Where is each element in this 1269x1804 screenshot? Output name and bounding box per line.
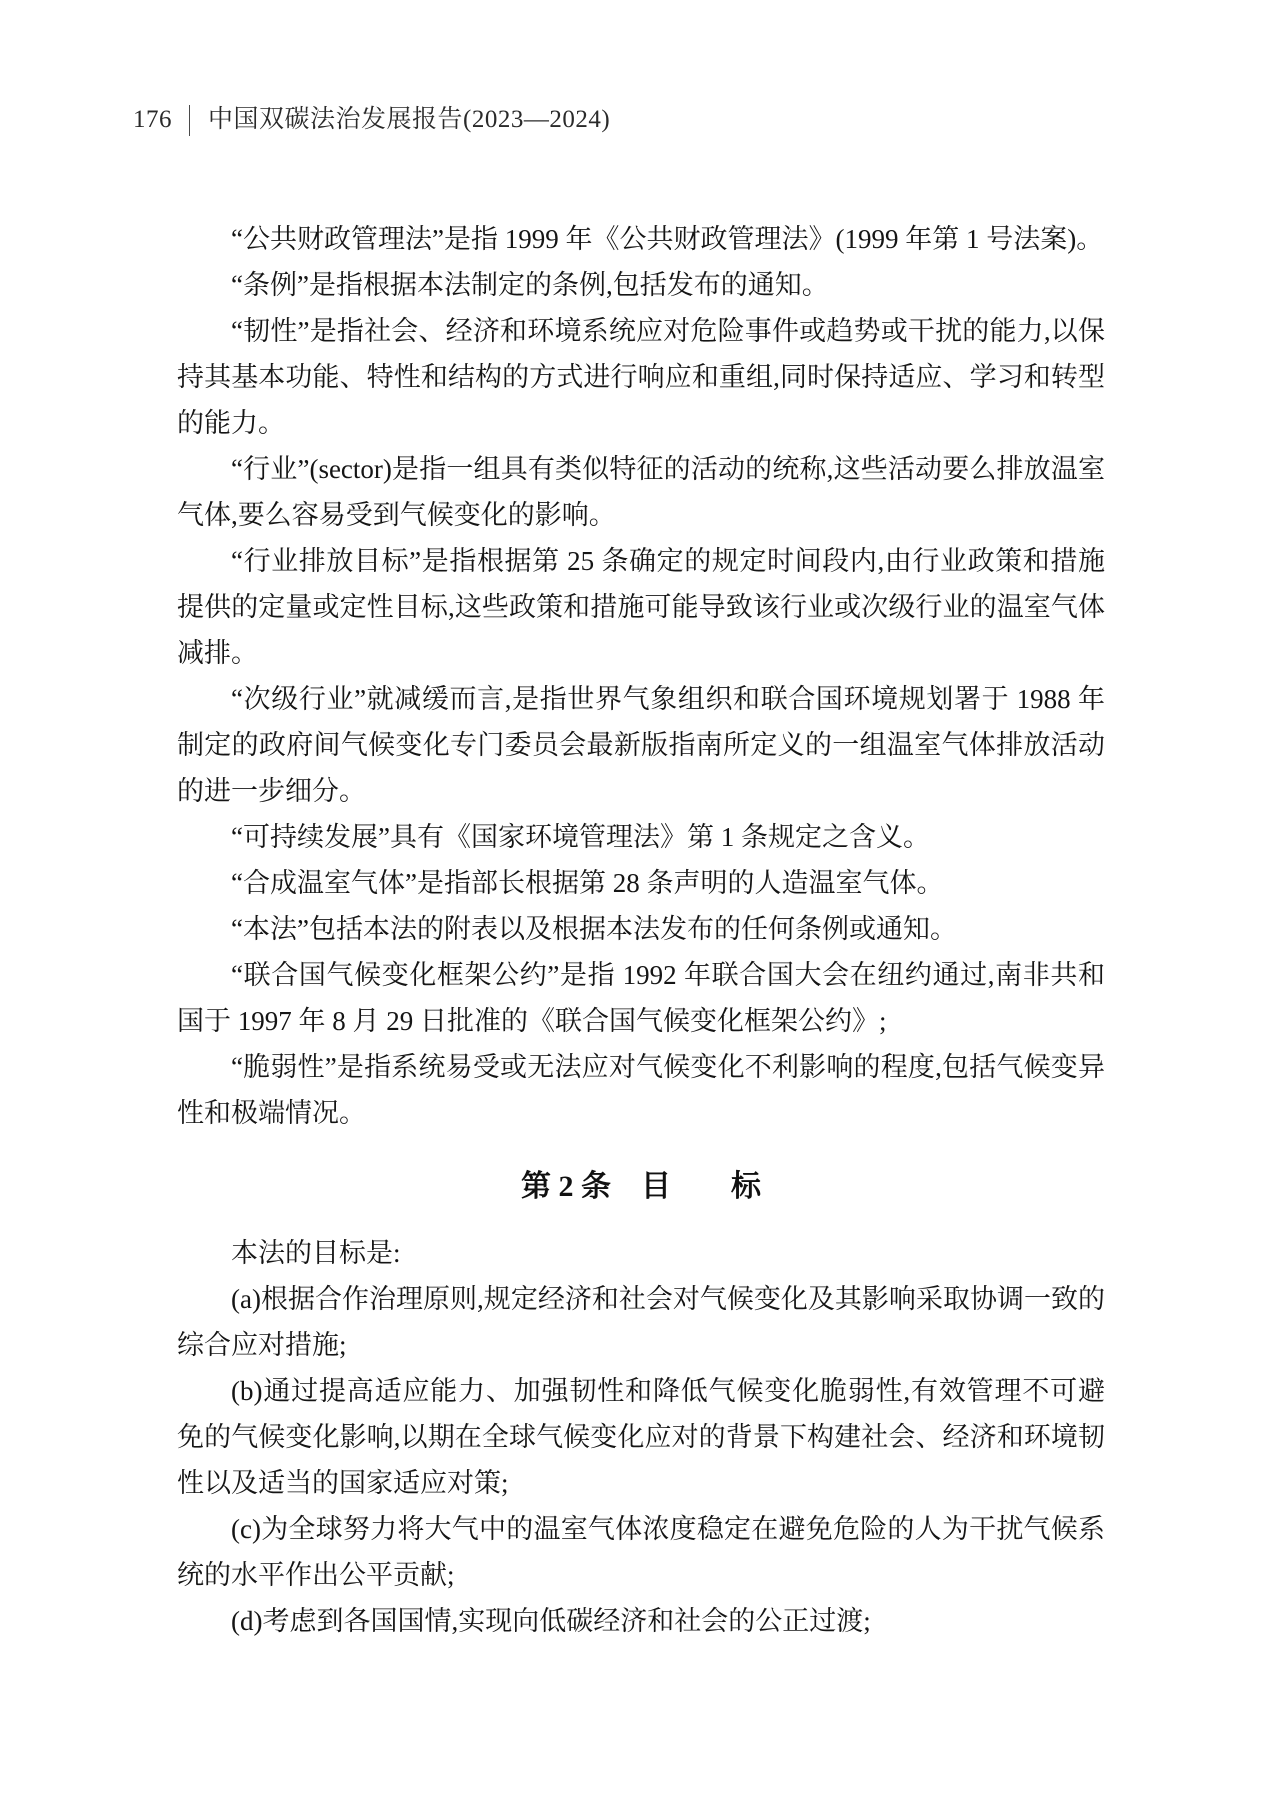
paragraph: (d)考虑到各国国情,实现向低碳经济和社会的公正过渡;: [231, 1606, 871, 1636]
paragraph: “行业”(sector)是指一组具有类似特征的活动的统称,这些活动要么排放温室气体,要么容易受到气候变化的影响。: [177, 454, 1105, 530]
page-header: [133, 104, 610, 136]
paragraph: “可持续发展”具有《国家环境管理法》第 1 条规定之含义。: [231, 822, 930, 852]
paragraph: “合成温室气体”是指部长根据第 28 条声明的人造温室气体。: [231, 868, 944, 898]
paragraph: “公共财政管理法”是指 1999 年《公共财政管理法》(1999 年第 1 号法案)。: [231, 224, 1104, 254]
header-divider: [189, 105, 190, 136]
paragraph: (c)为全球努力将大气中的温室气体浓度稳定在避免危险的人为干扰气候系统的水平作出公平贡献;: [177, 1514, 1105, 1590]
paragraph: 本法的目标是:: [231, 1238, 401, 1268]
paragraph: (a)根据合作治理原则,规定经济和社会对气候变化及其影响采取协调一致的综合应对措施;: [177, 1284, 1105, 1360]
article-heading: 第 2 条 目 标: [521, 1170, 761, 1203]
paragraph: “行业排放目标”是指根据第 25 条确定的规定时间段内,由行业政策和措施提供的定量或定性目标,这些政策和措施可能导致该行业或次级行业的温室气体减排。: [177, 546, 1105, 668]
book-title: 中国双碳法治发展报告(2023—2024): [208, 106, 611, 133]
paragraph: “次级行业”就减缓而言,是指世界气象组织和联合国环境规划署于 1988 年制定的政府间气候变化专门委员会最新版指南所定义的一组温室气体排放活动的进一步细分。: [177, 684, 1105, 806]
page-body: [177, 216, 1105, 1644]
paragraph: “联合国气候变化框架公约”是指 1992 年联合国大会在纽约通过,南非共和国于 1997 年 8 月 29 日批准的《联合国气候变化框架公约》;: [177, 960, 1105, 1036]
page-number: 176: [133, 106, 172, 133]
paragraph: “条例”是指根据本法制定的条例,包括发布的通知。: [231, 270, 829, 300]
paragraph: “韧性”是指社会、经济和环境系统应对危险事件或趋势或干扰的能力,以保持其基本功能、特性和结构的方式进行响应和重组,同时保持适应、学习和转型的能力。: [177, 316, 1105, 438]
paragraph: “本法”包括本法的附表以及根据本法发布的任何条例或通知。: [231, 914, 957, 944]
paragraph: (b)通过提高适应能力、加强韧性和降低气候变化脆弱性,有效管理不可避免的气候变化影响,以期在全球气候变化应对的背景下构建社会、经济和环境韧性以及适当的国家适应对策;: [177, 1376, 1105, 1498]
paragraph: “脆弱性”是指系统易受或无法应对气候变化不利影响的程度,包括气候变异性和极端情况。: [177, 1052, 1105, 1128]
